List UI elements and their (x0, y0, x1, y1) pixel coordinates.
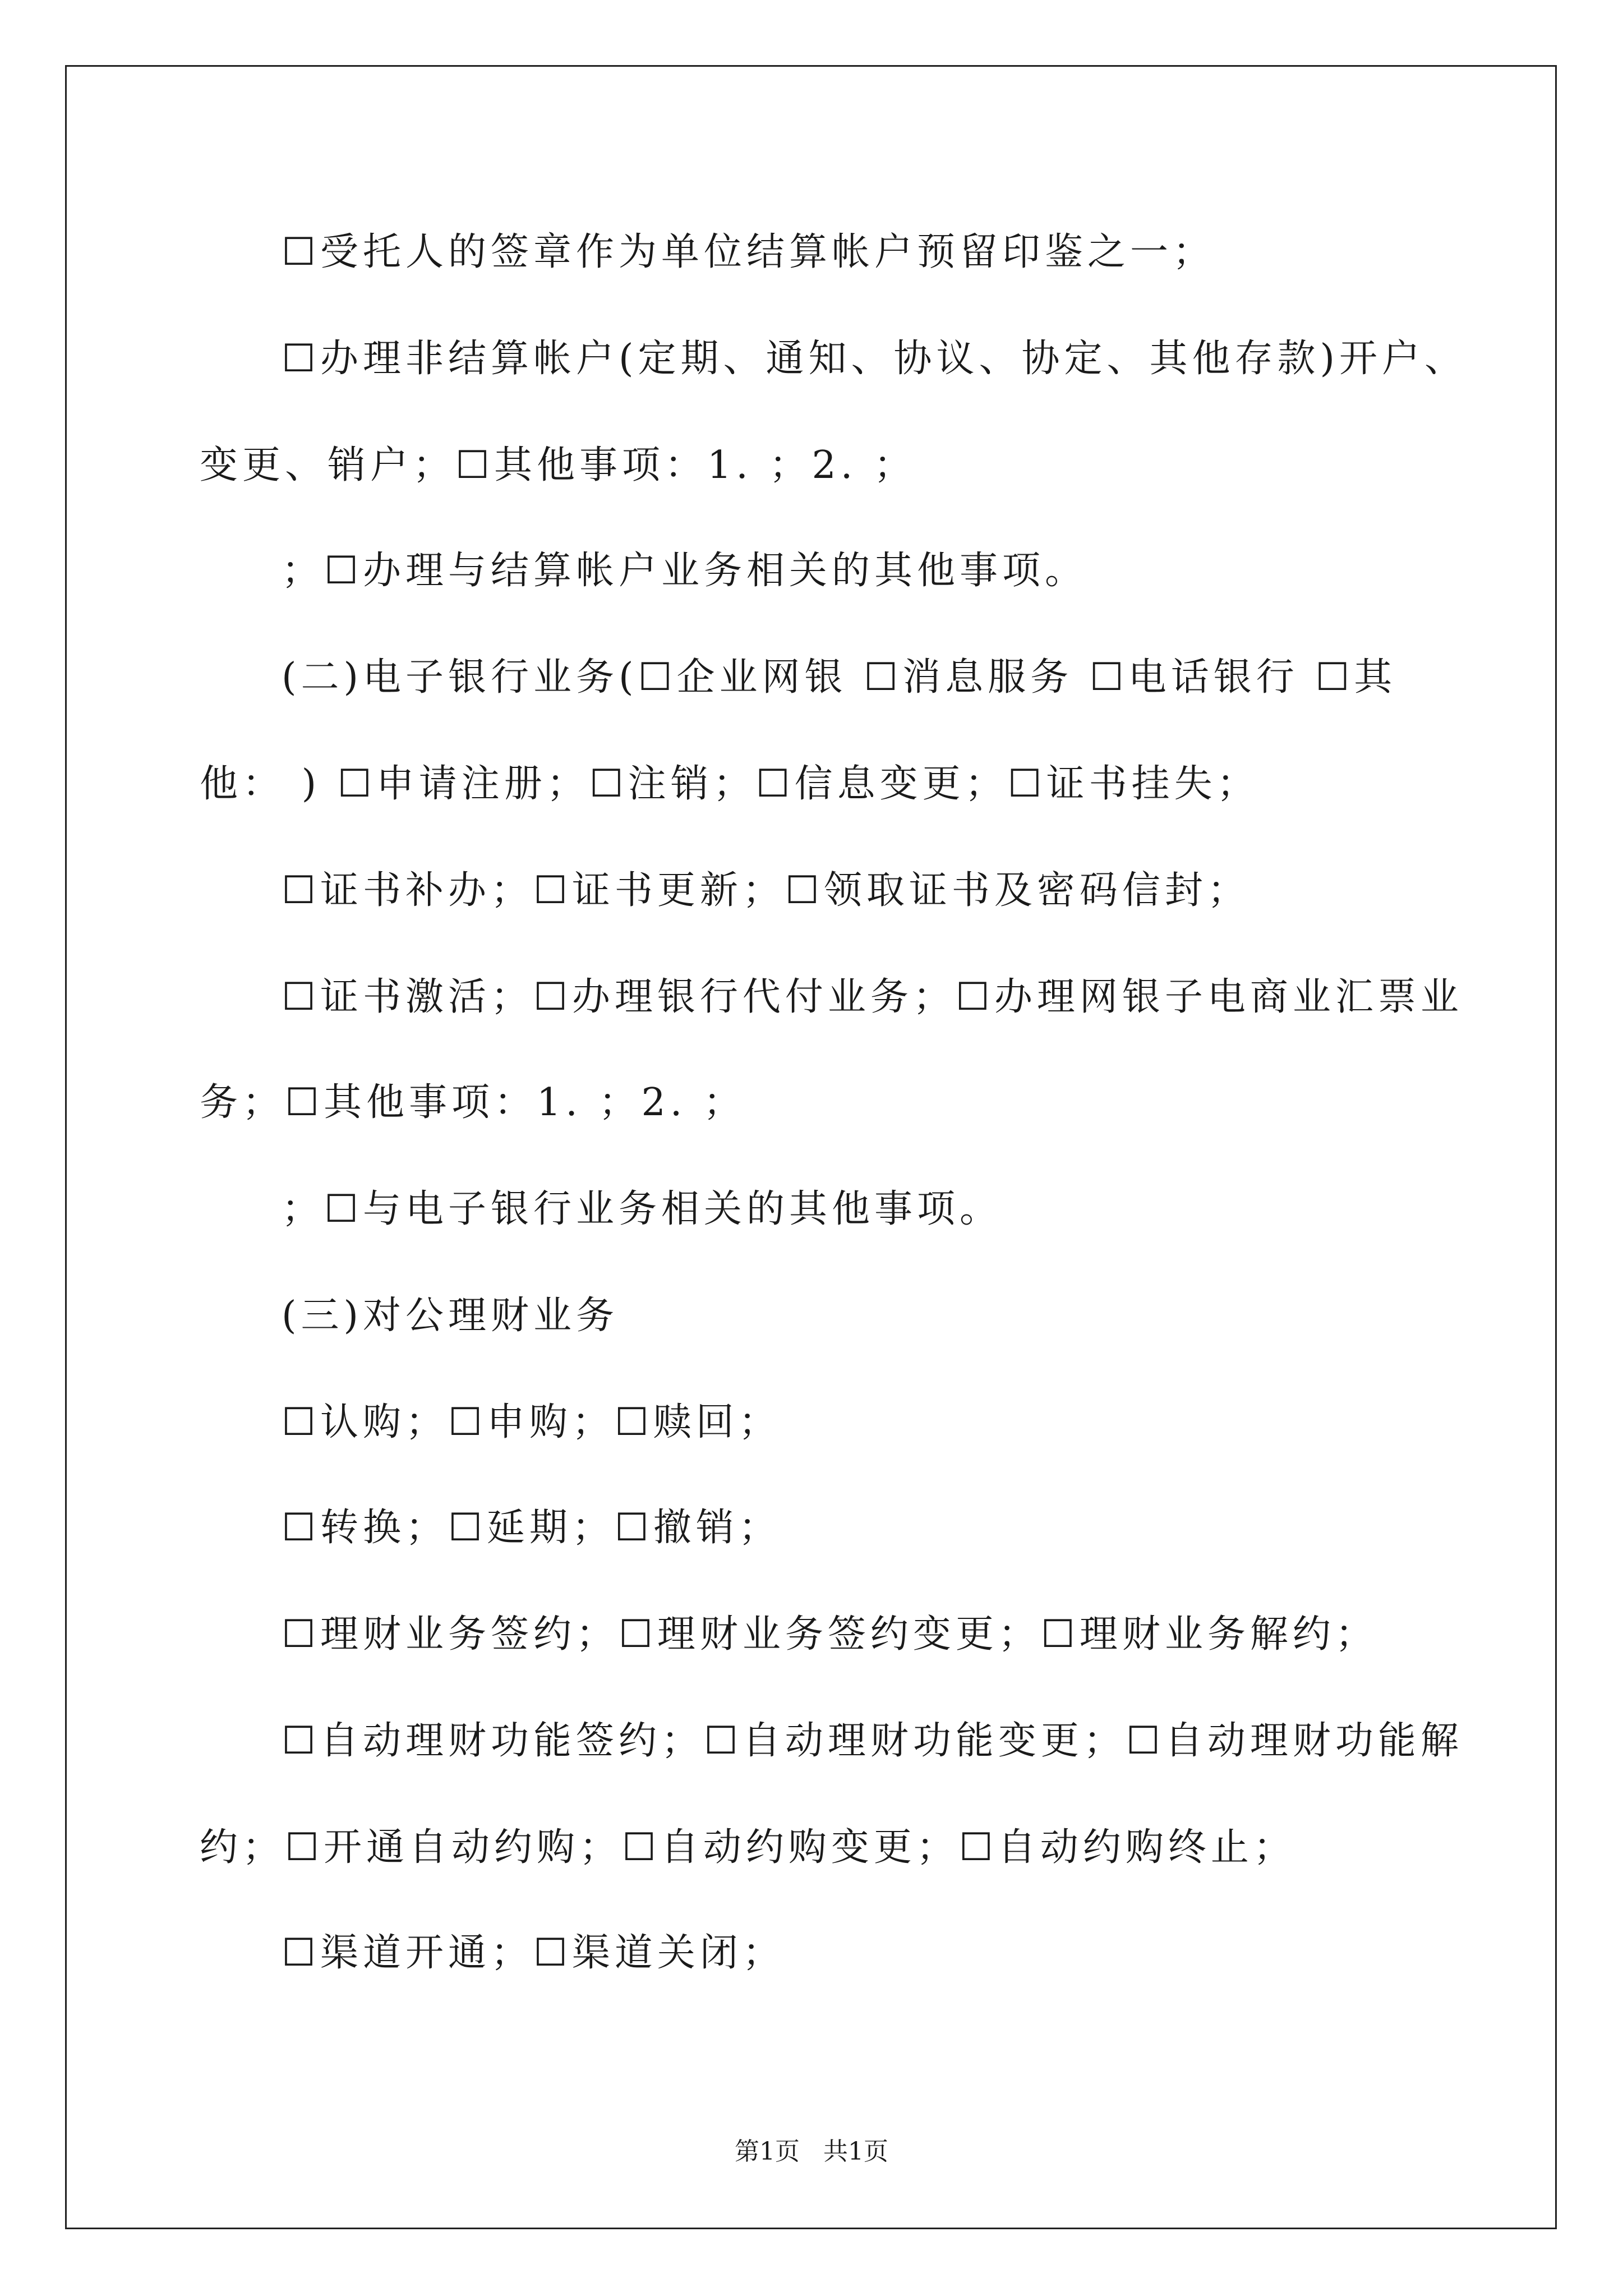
text-line: ☐证书激活；☐办理银行代付业务；☐办理网银子电商业汇票业 (282, 975, 1463, 1019)
text-line: ☐认购；☐申购；☐赎回； (282, 1400, 781, 1444)
text-line: ☐转换；☐延期；☐撤销； (282, 1506, 781, 1550)
text-line: 变更、销户；☐其他事项：1. ；2. ； (200, 443, 916, 487)
section-heading-electronic-banking: (二)电子银行业务(☐企业网银 ☐消息服务 ☐电话银行 ☐其 (282, 655, 1397, 700)
text-line: ☐理财业务签约；☐理财业务签约变更；☐理财业务解约； (282, 1612, 1378, 1657)
text-line: ☐办理非结算帐户(定期、通知、协议、协定、其他存款)开户、 (282, 337, 1468, 381)
text-line: 务；☐其他事项：1. ；2. ； (200, 1080, 746, 1125)
text-line: ☐受托人的签章作为单位结算帐户预留印鉴之一； (282, 230, 1215, 274)
text-line: ；☐与电子银行业务相关的其他事项。 (282, 1187, 1002, 1231)
text-line: 约；☐开通自动约购；☐自动约购变更；☐自动约购终止； (200, 1825, 1296, 1870)
section-heading-corporate-wealth: (三)对公理财业务 (282, 1294, 619, 1338)
text-line: ；☐办理与结算帐户业务相关的其他事项。 (282, 549, 1087, 593)
text-line: ☐渠道开通；☐渠道关闭； (282, 1931, 785, 1975)
text-line: ☐证书补办；☐证书更新；☐领取证书及密码信封； (282, 868, 1250, 913)
text-line: ☐自动理财功能签约；☐自动理财功能变更；☐自动理财功能解 (282, 1719, 1463, 1763)
page-border (65, 65, 1557, 2229)
page-footer: 第1页 共1页 (735, 2137, 888, 2166)
text-line: 他： ) ☐申请注册；☐注销；☐信息变更；☐证书挂失； (200, 762, 1260, 806)
